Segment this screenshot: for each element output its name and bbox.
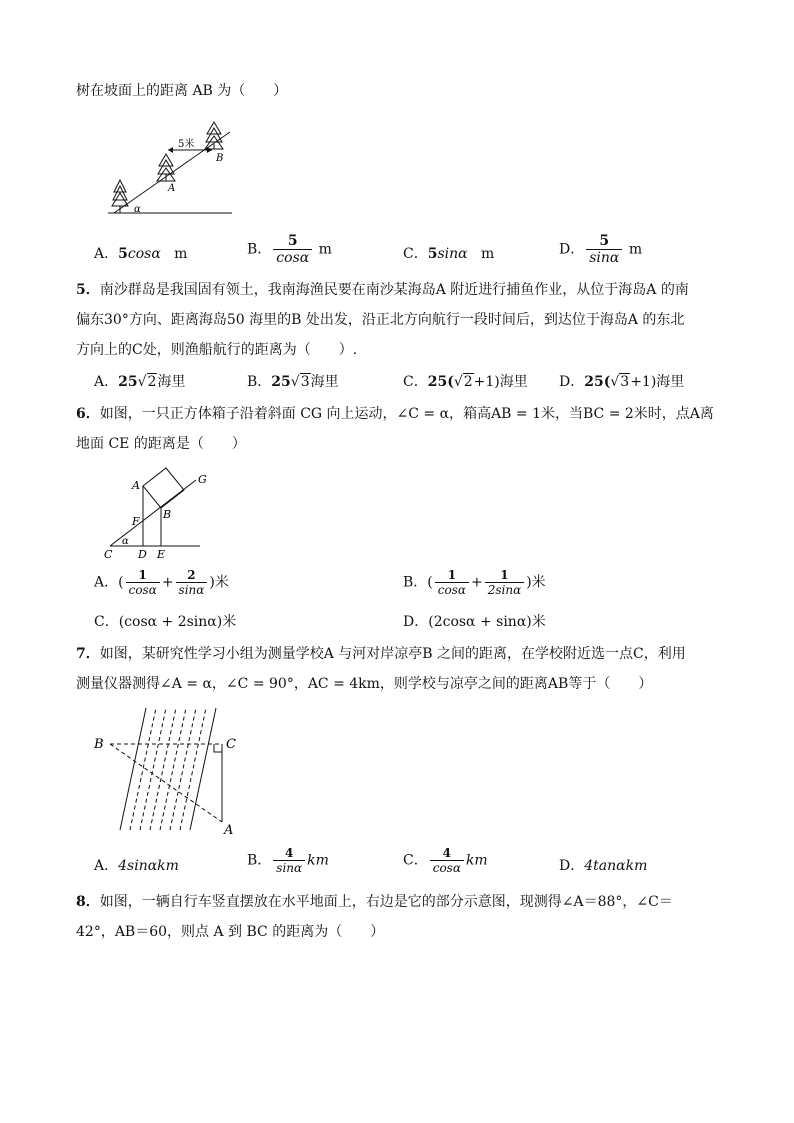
q6-label-f: F — [132, 515, 140, 528]
q6-label-alpha: α — [122, 536, 129, 547]
q4-figure — [106, 118, 236, 218]
q8-line2: 42°，AB＝60，则点 A 到 BC 的距离为（ ） — [76, 924, 385, 940]
q5-line1: 5．南沙群岛是我国固有领土，我南海渔民要在南沙某海岛A 附近进行捕鱼作业，从位于海岛A 的南 — [76, 282, 689, 298]
q5-line2: 偏东30°方向、距离海岛50 海里的B 处出发，沿正北方向航行一段时间后，到达位于海岛A 的东北 — [76, 312, 685, 328]
q4-label-b: B — [216, 153, 224, 164]
q7-option-a: A．4sinαkm — [94, 858, 179, 874]
q7-figure — [90, 704, 250, 838]
q4-option-c: C．5sinα m — [403, 246, 495, 262]
q6-label-d: D — [138, 548, 147, 561]
q4-option-b: B． $\frac{5}{\cos\alpha}$ m — [247, 233, 332, 266]
q6-line2: 地面 CE 的距离是（ ） — [76, 436, 246, 452]
q7-label-a: A — [224, 823, 234, 838]
q4-label-a: A — [168, 183, 176, 194]
q7-line2: 测量仪器测得∠A = α，∠C = 90°，AC = 4km，则学校与凉亭之间的距离AB等于（ ） — [76, 676, 653, 692]
q6-option-a: A．( $\frac{1}{\cos\alpha}$ + $\frac{2}{\sin\alpha}$ )米 — [94, 568, 229, 597]
q6-label-c: C — [104, 548, 113, 561]
q6-figure — [102, 466, 212, 562]
q7-option-b: B． $\frac{4}{\sin\alpha}$ km — [247, 846, 329, 875]
q6-option-d: D．(2cosα + sinα)米 — [403, 614, 546, 630]
q4-label-angle: α — [134, 204, 141, 215]
q4-option-d: D． $\frac{5}{\sin\alpha}$ m — [559, 233, 643, 266]
q6-label-b: B — [163, 508, 172, 521]
q5-option-b: B．25√3海里 — [247, 374, 339, 390]
q6-label-a: A — [132, 479, 140, 492]
q5-option-a: A．25√2海里 — [94, 374, 186, 390]
q7-label-c: C — [226, 737, 236, 752]
q8-line1: 8．如图，一辆自行车竖直摆放在水平地面上，右边是它的部分示意图，现测得∠A＝88°，∠C＝ — [76, 894, 673, 910]
q7-label-b: B — [94, 737, 104, 752]
q4-stem: 树在坡面上的距离 AB 为（ ） — [76, 83, 288, 99]
q4-label-distance: 5米 — [178, 139, 195, 150]
q7-line1: 7．如图，某研究性学习小组为测量学校A 与河对岸凉亭B 之间的距离，在学校附近选一点C，利用 — [76, 646, 686, 662]
q5-option-c: C．25(√2+1)海里 — [403, 374, 528, 390]
q7-option-c: C． $\frac{4}{\cos\alpha}$ km — [403, 846, 488, 875]
q7-option-d: D．4tanαkm — [559, 858, 648, 874]
q6-option-c: C．(cosα + 2sinα)米 — [94, 614, 237, 630]
q6-label-g: G — [198, 473, 207, 486]
q6-line1: 6．如图，一只正方体箱子沿着斜面 CG 向上运动，∠C = α，箱高AB = 1米，当BC = 2米时，点A离 — [76, 406, 714, 422]
q5-line3: 方向上的C处，则渔船航行的距离为（ ）. — [76, 342, 358, 358]
q4-option-a: A．5cosα m — [94, 246, 188, 262]
q6-option-b: B．( $\frac{1}{\cos\alpha}$ + $\frac{1}{2\sin\alpha}$ )米 — [403, 568, 546, 597]
q5-option-d: D．25(√3+1)海里 — [559, 374, 685, 390]
q6-label-e: E — [157, 548, 166, 561]
